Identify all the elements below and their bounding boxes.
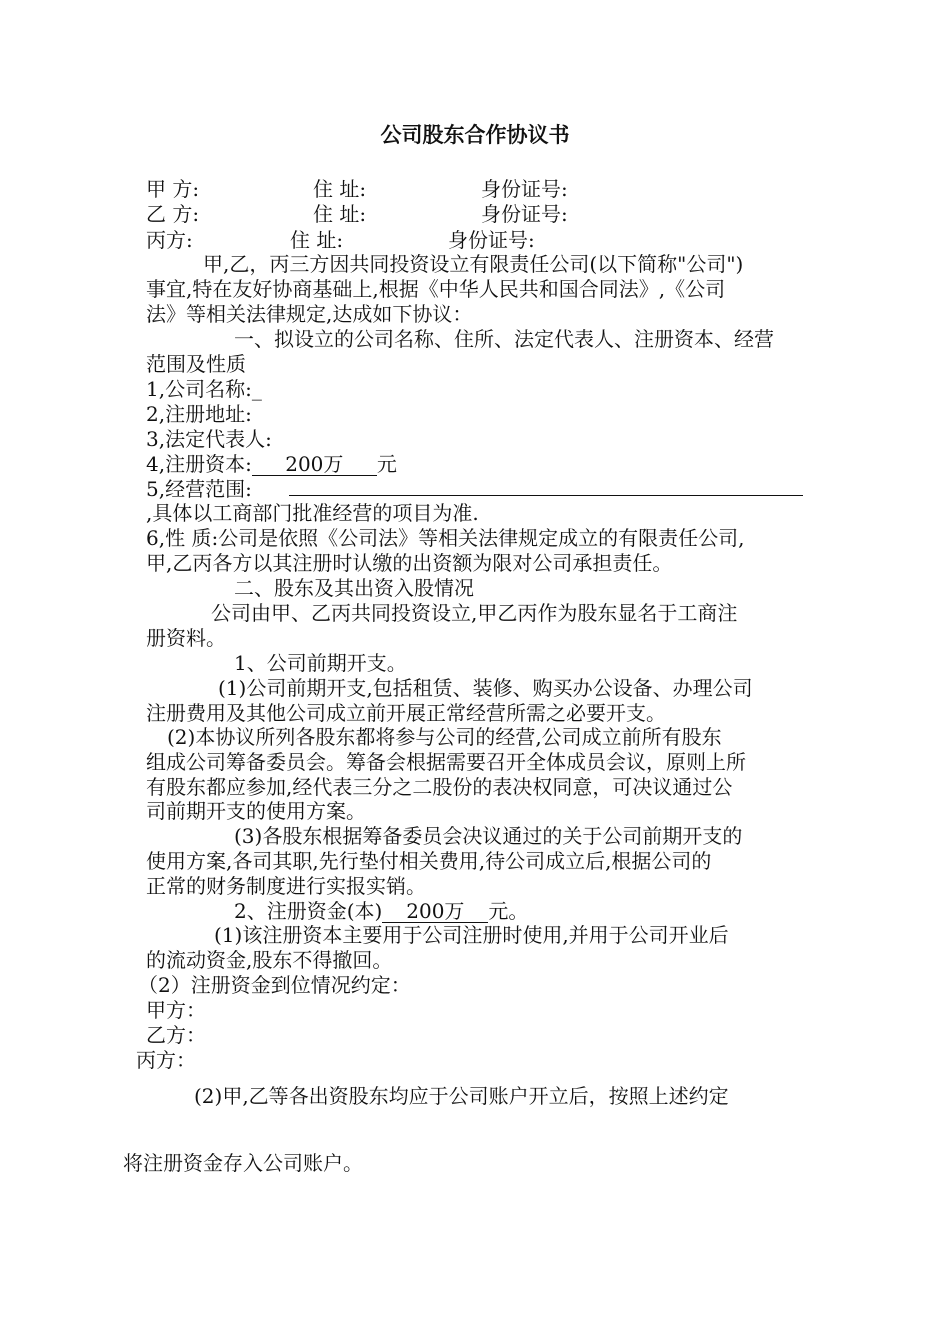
business-scope-note: ,具体以工商部门批准经营的项目为准. xyxy=(146,501,479,525)
registered-capital-unit: 元 xyxy=(376,452,397,476)
nature-line-2: 甲,乙丙各方以其注册时认缴的出资额为限对公司承担责任。 xyxy=(146,551,673,575)
company-name-item: 1,公司名称:_ xyxy=(146,377,262,401)
sub1-p3-line1: (3)各股东根据筹备委员会决议通过的关于公司前期开支的 xyxy=(234,824,743,848)
section1-heading-line2: 范围及性质 xyxy=(146,352,246,376)
intro-line-2: 事宜,特在友好协商基础上,根据《中华人民共和国合同法》,《公司 xyxy=(146,277,726,301)
section2-heading: 二、股东及其出资入股情况 xyxy=(234,576,474,600)
party-bing-address-label: 住 址: xyxy=(290,228,344,252)
sub2-p1-line1: (1)该注册资本主要用于公司注册时使用,并用于公司开业后 xyxy=(214,923,729,947)
registered-capital-label: 4,注册资本: xyxy=(146,452,252,476)
legal-rep-item: 3,法定代表人: xyxy=(146,427,272,451)
sub1-p2-line3: 有股东都应参加,经代表三分之二股份的表决权同意，可决议通过公 xyxy=(146,775,733,799)
party-jia-id-label: 身份证号: xyxy=(481,177,568,201)
sub2-p1-line2: 的流动资金,股东不得撤回。 xyxy=(146,948,393,972)
sub2-p2-yi: 乙方： xyxy=(146,1023,206,1047)
registered-address-item: 2,注册地址: xyxy=(146,402,252,426)
nature-line-1: 6,性 质:公司是依照《公司法》等相关法律规定成立的有限责任公司, xyxy=(146,526,745,550)
registered-capital-item xyxy=(146,451,397,477)
section2-intro-line2: 册资料。 xyxy=(146,626,226,650)
section1-heading-line1: 一、拟设立的公司名称、住所、法定代表人、注册资本、经营 xyxy=(234,327,774,351)
party-bing-name-label: 丙方: xyxy=(146,228,193,252)
party-yi-address-label: 住 址: xyxy=(313,202,367,226)
sub1-p2-line1: (2)本协议所列各股东都将参与公司的经营,公司成立前所有股东 xyxy=(167,725,722,749)
subsection2-heading-prefix: 2、注册资金(本) xyxy=(234,899,383,923)
sub2-p3-line1: (2)甲,乙等各出资股东均应于公司账户开立后，按照上述约定 xyxy=(194,1084,729,1108)
business-scope-blank-line xyxy=(289,495,803,496)
sub2-p2-heading: （2）注册资金到位情况约定： xyxy=(138,973,411,997)
sub1-p1-line1: (1)公司前期开支,包括租赁、装修、购买办公设备、办理公司 xyxy=(218,676,753,700)
intro-line-3: 法》等相关法律规定,达成如下协议： xyxy=(146,302,473,326)
sub2-p3-line2: 将注册资金存入公司账户。 xyxy=(123,1151,363,1175)
sub1-p2-line2: 组成公司筹备委员会。筹备会根据需要召开全体成员会议，原则上所 xyxy=(146,750,746,774)
intro-line-1: 甲,乙，丙三方因共同投资设立有限责任公司(以下简称"公司") xyxy=(203,252,744,276)
document-title: 公司股东合作协议书 xyxy=(380,122,570,147)
registered-capital-value: 200万 xyxy=(252,453,377,476)
subsection2-heading-suffix: 元。 xyxy=(488,899,529,923)
party-jia-name-label: 甲 方: xyxy=(146,177,200,201)
party-yi-id-label: 身份证号: xyxy=(481,202,568,226)
sub2-p2-bing: 丙方： xyxy=(136,1048,196,1072)
subsection1-heading: 1、公司前期开支。 xyxy=(234,651,407,675)
party-bing-id-label: 身份证号: xyxy=(448,228,535,252)
business-scope-label: 5,经营范围: xyxy=(146,477,252,501)
subsection2-capital-value: 200万 xyxy=(382,900,488,923)
sub1-p2-line4: 司前期开支的使用方案。 xyxy=(146,799,366,823)
subsection2-heading xyxy=(234,898,528,924)
sub1-p1-line2: 注册费用及其他公司成立前开展正常经营所需之必要开支。 xyxy=(146,701,666,725)
party-jia-address-label: 住 址: xyxy=(313,177,367,201)
section2-intro-line1: 公司由甲、乙丙共同投资设立,甲乙丙作为股东显名于工商注 xyxy=(211,601,738,625)
sub1-p3-line2: 使用方案,各司其职,先行垫付相关费用,待公司成立后,根据公司的 xyxy=(146,849,712,873)
sub1-p3-line3: 正常的财务制度进行实报实销。 xyxy=(146,874,426,898)
party-yi-name-label: 乙 方: xyxy=(146,202,200,226)
sub2-p2-jia: 甲方： xyxy=(146,998,206,1022)
